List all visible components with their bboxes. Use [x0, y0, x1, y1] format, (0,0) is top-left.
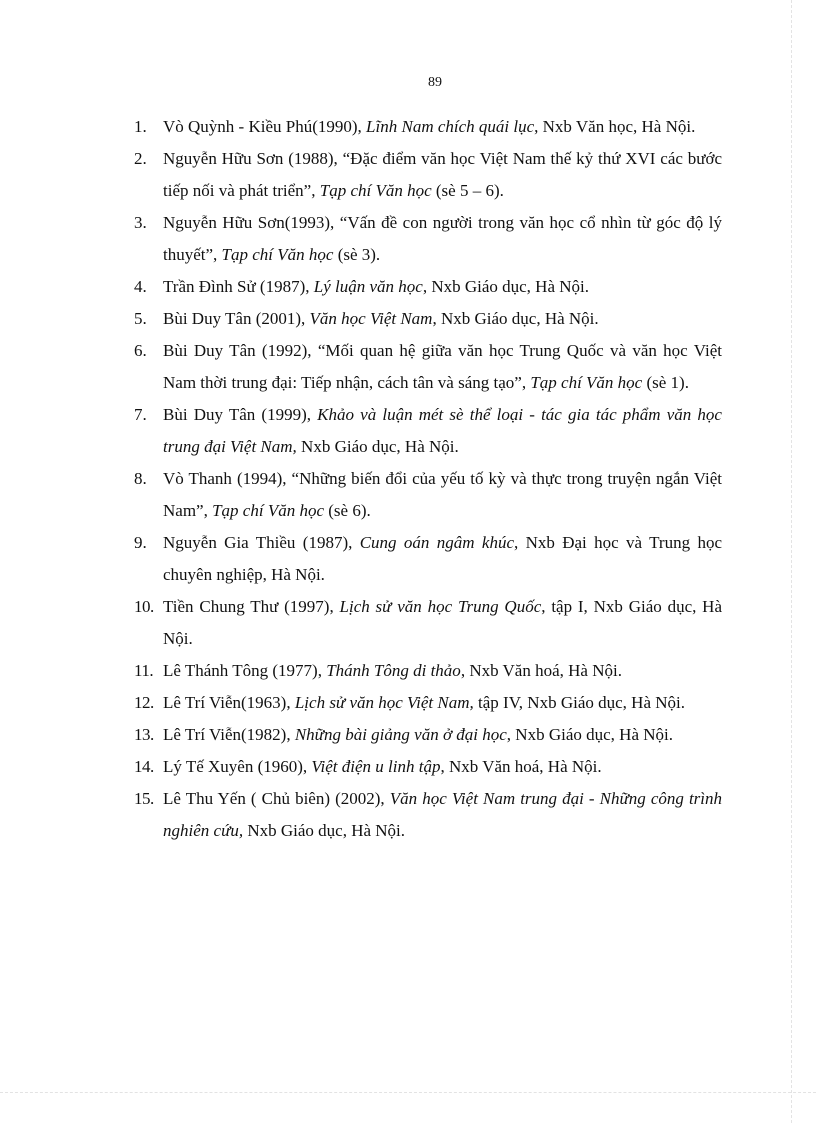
reference-number: 9.	[134, 533, 147, 552]
reference-item	[134, 591, 722, 655]
reference-number: 7.	[134, 405, 147, 424]
reference-text: Vò Thanh (1994), “Những biến đổi của yếu tố kỳ và thực trong truyện ngắn Việt Nam”,	[163, 469, 722, 520]
reference-item	[134, 687, 722, 719]
reference-number: 10.	[134, 597, 154, 616]
reference-text: Nxb Giáo dục, Hà Nội.	[243, 821, 406, 840]
page-edge	[791, 0, 792, 1123]
reference-title-italic: Cung oán ngâm khúc	[359, 533, 514, 552]
reference-text: Bùi Duy Tân (1992), “Mối quan hệ giữa văn học Trung Quốc và văn học Việt Nam thời trung đại: Tiếp nhận, cách tân và sáng tạo”,	[163, 341, 722, 392]
reference-number: 12.	[134, 693, 154, 712]
reference-text: Lê Thánh Tông (1977),	[163, 661, 327, 680]
reference-text: , Nxb Đại học và Trung học chuyên nghiệp, Hà Nội.	[163, 533, 722, 584]
reference-number: 13.	[134, 725, 154, 744]
reference-text: Lê Trí Viễn(1963),	[163, 693, 295, 712]
reference-text: , tập I, Nxb Giáo dục, Hà Nội.	[163, 597, 723, 648]
reference-title-italic: Tạp chí Văn học	[319, 181, 432, 200]
reference-text: , Nxb Văn hoá, Hà Nội.	[460, 661, 622, 680]
reference-item	[134, 303, 722, 335]
reference-text: Vò Quỳnh - Kiều Phú(1990),	[163, 117, 367, 136]
reference-title-italic: Tạp chí Văn học	[212, 501, 324, 520]
reference-item	[134, 271, 722, 303]
reference-number: 3.	[134, 213, 147, 232]
reference-title-italic: Tạp chí Văn học	[221, 245, 334, 264]
reference-number: 5.	[134, 309, 147, 328]
reference-item	[134, 207, 722, 271]
reference-number: 6.	[134, 341, 147, 360]
reference-title-italic: Lĩnh Nam chích quái lục	[366, 117, 535, 136]
reference-text: Nguyễn Hữu Sơn (1988), “Đặc điểm văn học Việt Nam thế kỷ thứ XVI các bước tiếp nối và phát triển”,	[163, 149, 722, 200]
page-number: 89	[428, 75, 442, 90]
reference-title-italic: Văn học Việt Nam trung đại - Những công trình nghiên cứu,	[163, 789, 723, 840]
reference-text: Nxb Giáo dục, Hà Nội.	[296, 437, 459, 456]
reference-number: 8.	[134, 469, 147, 488]
reference-item	[134, 399, 722, 463]
page-bottom-edge	[0, 1092, 816, 1093]
reference-text: Lý Tế Xuyên (1960),	[163, 757, 312, 776]
reference-text: , Nxb Văn hoá, Hà Nội.	[440, 757, 602, 776]
reference-item	[134, 463, 722, 527]
reference-item	[134, 335, 722, 399]
reference-text: (sè 6).	[324, 501, 371, 520]
reference-text: Lê Trí Viễn(1982),	[163, 725, 295, 744]
reference-number: 15.	[134, 789, 154, 808]
reference-number: 2.	[134, 149, 147, 168]
reference-item	[134, 783, 722, 847]
reference-item	[134, 655, 722, 687]
reference-item	[134, 527, 722, 591]
reference-text: Bùi Duy Tân (1999),	[163, 405, 318, 424]
reference-text: Bùi Duy Tân (2001),	[163, 309, 310, 328]
reference-item	[134, 111, 722, 143]
reference-item	[134, 719, 722, 751]
reference-number: 4.	[134, 277, 147, 296]
reference-text: , Nxb Văn học, Hà Nội.	[534, 117, 696, 136]
reference-text: Nguyễn Gia Thiều (1987),	[163, 533, 360, 552]
reference-number: 14.	[134, 757, 154, 776]
reference-text: , Nxb Giáo dục, Hà Nội.	[506, 725, 673, 744]
reference-title-italic: Việt điện u linh tập	[311, 757, 441, 776]
reference-title-italic: Lịch sử văn học Trung Quốc	[339, 597, 542, 616]
reference-number: 11.	[134, 661, 154, 680]
reference-item	[134, 751, 722, 783]
reference-title-italic: Lý luận văn học	[313, 277, 423, 296]
reference-title-italic: Văn học Việt Nam	[309, 309, 433, 328]
reference-text: tập IV, Nxb Giáo dục, Hà Nội.	[473, 693, 685, 712]
reference-text: (sè 3).	[333, 245, 381, 264]
reference-text: Lê Thu Yến ( Chủ biên) (2002),	[163, 789, 390, 808]
reference-item	[134, 143, 722, 207]
reference-text: Nguyễn Hữu Sơn(1993), “Vấn đề con người trong văn học cổ nhìn từ góc độ lý thuyết”,	[163, 213, 722, 264]
reference-text: Trần Đình Sử (1987),	[163, 277, 314, 296]
reference-text: Tiền Chung Thư (1997),	[163, 597, 340, 616]
reference-title-italic: Khảo và luận mét sè thể loại - tác gia tác phẩm văn học trung đại Việt Nam,	[163, 405, 722, 456]
reference-title-italic: Những bài giảng văn ở đại học	[294, 725, 507, 744]
reference-title-italic: Tạp chí Văn học	[530, 373, 643, 392]
reference-text: , Nxb Giáo dục, Hà Nội.	[432, 309, 599, 328]
reference-title-italic: Thánh Tông di thảo	[326, 661, 461, 680]
reference-list	[134, 111, 722, 847]
reference-text: , Nxb Giáo dục, Hà Nội.	[422, 277, 590, 296]
reference-text: (sè 1).	[642, 373, 689, 392]
reference-text: (sè 5 – 6).	[431, 181, 504, 200]
reference-number: 1.	[134, 117, 147, 136]
reference-title-italic: Lịch sử văn học Việt Nam,	[294, 693, 474, 712]
